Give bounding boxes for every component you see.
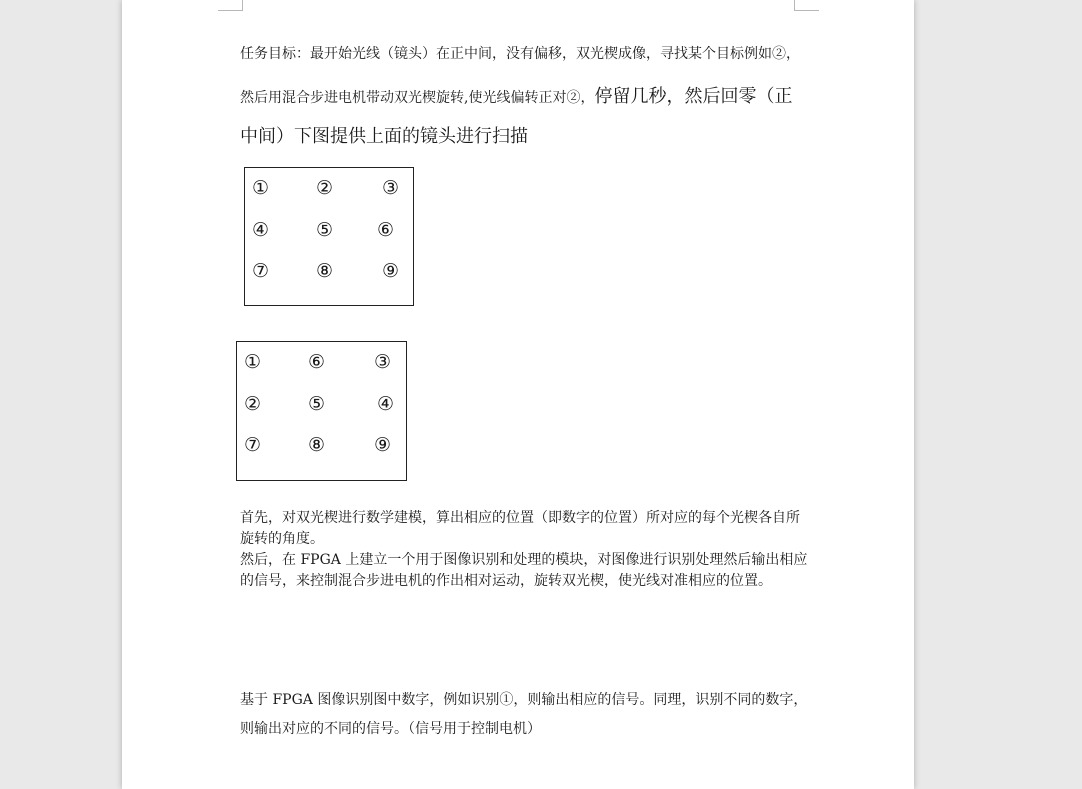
grid2-cell: ⑧ xyxy=(308,434,326,456)
number-grid-1 xyxy=(244,167,414,306)
crop-mark-left xyxy=(218,0,243,11)
fpga-line-2: 则输出对应的不同的信号。（信号用于控制电机） xyxy=(240,721,541,737)
fpga-paragraph xyxy=(240,686,808,744)
grid1-cell: ④ xyxy=(252,219,270,241)
grid2-cell: ⑥ xyxy=(308,351,326,373)
method-line-4: 的信号，来控制混合步进电机的作出相对运动，旋转双光楔，使光线对准相应的位置。 xyxy=(240,573,772,589)
grid1-cell: ① xyxy=(252,177,270,199)
task-line-2b: 停留几秒，然后回零（正 xyxy=(594,86,793,107)
grid2-cell: ④ xyxy=(377,393,395,415)
document-page[interactable] xyxy=(122,0,914,789)
grid1-cell: ⑤ xyxy=(316,219,334,241)
task-line-2a: 然后用混合步进电机带动双光楔旋转,使光线偏转正对②， xyxy=(240,90,595,106)
task-line-3: 中间）下图提供上面的镜头进行扫描 xyxy=(240,126,528,147)
grid2-cell: ⑤ xyxy=(308,393,326,415)
fpga-line-1: 基于 FPGA 图像识别图中数字，例如识别①，则输出相应的信号。同理，识别不同的数字， xyxy=(240,692,808,708)
task-line-2 xyxy=(240,82,792,108)
grid2-cell: ⑨ xyxy=(374,434,392,456)
grid1-cell: ③ xyxy=(382,177,400,199)
grid1-cell: ⑧ xyxy=(316,260,334,282)
method-paragraph xyxy=(240,508,808,592)
number-grid-2 xyxy=(236,341,407,481)
grid2-cell: ① xyxy=(244,351,262,373)
grid2-cell: ⑦ xyxy=(244,434,262,456)
grid2-cell: ② xyxy=(244,393,262,415)
method-line-1: 首先，对双光楔进行数学建模，算出相应的位置（即数字的位置）所对应的每个光楔各自所 xyxy=(240,510,800,526)
method-line-3: 然后，在 FPGA 上建立一个用于图像识别和处理的模块，对图像进行识别处理然后输出相应 xyxy=(240,552,808,568)
method-line-2: 旋转的角度。 xyxy=(240,531,324,547)
task-line-1: 任务目标：最开始光线（镜头）在正中间，没有偏移，双光楔成像，寻找某个目标例如②， xyxy=(240,46,800,62)
grid1-cell: ② xyxy=(316,177,334,199)
grid1-cell: ⑥ xyxy=(377,219,395,241)
crop-mark-right xyxy=(794,0,819,11)
grid1-cell: ⑦ xyxy=(252,260,270,282)
grid2-cell: ③ xyxy=(374,351,392,373)
grid1-cell: ⑨ xyxy=(382,260,400,282)
